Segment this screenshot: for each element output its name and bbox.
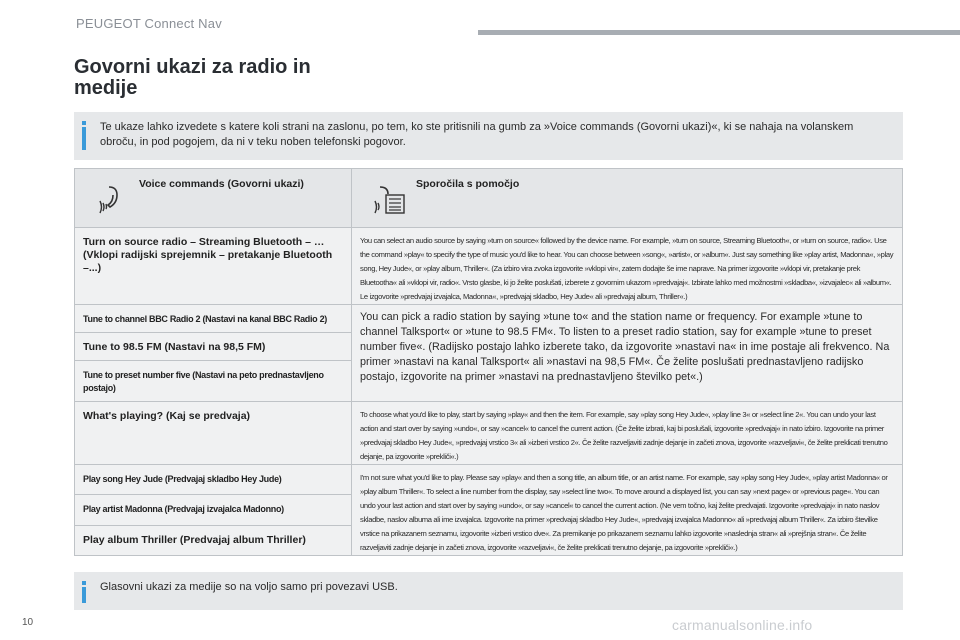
help-text: I'm not sure what you'd like to play. Please say »play« and then a song title, an album title, or an artist name. For example, say »play song Hey Jude«, »play artist Madonna« or »play album Thriller«. To select a line number from the display, say »select line two«. To move around a displayed list, you can say »next page« or »previous page«. You can undo your last action and start over by saying »undo«, or say »cancel« to cancel the current action. (Ne vem točno, kaj želite predvajati. Izgovorite »predvajaj« in nato naslov skladbe, naslov albuma ali ime izvajalca. Izgovorite na primer »predvajaj skladbo Hey Jude«, »predvajaj izvajalca Madonno« ali »predvajaj album Thriller«. Za izbiro številke vrstice na prikazanem seznamu, izgovorite »izberi vrstico dve«. Za premikanje po prikazanem seznamu lahko izgovorite »naslednja stran« ali »prejšnja stran«. Če želite razveljaviti zadnje dejanje in začeti znova, izgovorite »razveljavi«, če želite preklicati trenutno dejanje, pa izgovorite »prekliči«.): [360, 473, 888, 552]
header-title: PEUGEOT Connect Nav: [76, 16, 222, 31]
footer-note-text: Glasovni ukazi za medije so na voljo samo pri povezavi USB.: [100, 581, 398, 593]
command-label: Play song Hey Jude (Predvajaj skladbo Hey Jude): [83, 474, 282, 484]
info-icon-bar: [82, 127, 86, 150]
command-label: Turn on source radio – Streaming Bluetooth – … (Vklopi radijski sprejemnik – pretakanje Bluetooth –...): [83, 236, 333, 274]
info-icon-dot: [82, 121, 86, 125]
intro-note-text: Te ukaze lahko izvedete s katere koli strani na zaslonu, po tem, ko ste pritisnili na gumb za »Voice commands (Govorni ukazi)«, ki se nahaja na volanskem obroču, in pod pogojem, da ni v teku noben telefonski pogovor.: [100, 121, 854, 148]
intro-note-box: [74, 112, 903, 160]
table-row: [75, 305, 903, 333]
command-label: What's playing? (Kaj se predvaja): [83, 410, 251, 422]
help-message-icon: [372, 181, 406, 215]
help-text: You can select an audio source by saying »turn on source« followed by the device name. For example, »turn on source, Streaming Bluetooth«, or »turn on source, radio«. Use the command »play« to specify the type of music you'd like to hear. You can choose between »song«, »artist«, or »album«. Just say something like »play artist, Madonna«, »play song, Hey Jude«, or »play album, Thriller«. (Za izbiro vira zvoka izgovorite »vklopi vir«, zatem dodajte še ime naprave. Na primer izgovorite »vklopi vir, pretakanje prek Bluetootha« ali »vklopi vir, radio«. Vrsto glasbe, ki jo želite poslušati, izberete z govornim ukazom »predvajaj«. Izbirate lahko med možnostmi »skladba«, »izvajalec« ali »album«. Le izgovorite »predvajaj izvajalca, Madonna«, »predvajaj skladbo, Hey Jude« ali »predvajaj album, Thriller«.): [360, 236, 894, 301]
table-row: [75, 402, 903, 465]
help-text: To choose what you'd like to play, start by saying »play« and then the item. For example, say »play song Hey Jude«, »play line 3« or »select line 2«. You can undo your last action and start over by saying »undo«, or say »cancel« to cancel the current action. (Če želite izbrati, kaj bi poslušali, izgovorite »predvajaj« in nato izbiro. Izgovorite na primer »predvajaj skladbo Hey Jude«, »predvajaj vrstico 3« ali »izberi vrstico 2«. Če želite razveljaviti zadnje dejanje in začeti znova, izgovorite »razveljavi«, če želite preklicati trenutno dejanje, pa izgovorite »prekliči«.): [360, 410, 888, 461]
command-label: Tune to channel BBC Radio 2 (Nastavi na kanal BBC Radio 2): [83, 314, 327, 324]
command-cell: [75, 402, 352, 465]
header-cell-commands: [75, 169, 352, 228]
command-cell: [75, 495, 352, 525]
header-commands-label: Voice commands (Govorni ukazi): [139, 178, 304, 190]
help-cell: [352, 465, 903, 556]
command-label: Play album Thriller (Predvajaj album Thriller): [83, 533, 306, 546]
table-header-row: [75, 169, 903, 228]
header-bar: [478, 30, 960, 35]
help-cell: [352, 228, 903, 305]
command-cell: [75, 361, 352, 402]
page-title: Govorni ukazi za radio in medije: [74, 56, 311, 99]
command-cell: [75, 305, 352, 333]
table-row: [75, 228, 903, 305]
command-label: Tune to preset number five (Nastavi na peto prednastavljeno postajo): [83, 370, 324, 393]
footer-note-box: [74, 572, 903, 610]
command-cell: [75, 525, 352, 555]
header-help-label: Sporočila s pomočjo: [416, 178, 520, 190]
info-icon-bar: [82, 587, 86, 603]
command-label: Tune to 98.5 FM (Nastavi na 98,5 FM): [83, 341, 266, 353]
help-cell: [352, 305, 903, 402]
command-cell: [75, 333, 352, 361]
page-number: 10: [22, 617, 34, 628]
help-cell: [352, 402, 903, 465]
watermark: carmanualsonline.info: [672, 617, 813, 633]
table-row: [75, 465, 903, 495]
command-label: Play artist Madonna (Predvajaj izvajalca Madonno): [83, 504, 284, 515]
header-cell-help: [352, 169, 903, 228]
help-text: You can pick a radio station by saying »tune to« and the station name or frequency. For example »tune to channel Talksport« or »tune to 98.5 FM«. To listen to a preset radio station, say for example »tune to preset number five«. (Radijsko postajo lahko izberete tako, da izgovorite »nastavi na« in ime postaje ali frekvenco. Na primer »nastavi na kanal Talksport« ali »nastavi na 98,5 FM«. Če želite poslušati prednastavljeno radijsko postajo, izgovorite na primer »nastavi na prednastavljeno številko pet«.): [360, 311, 890, 383]
voice-command-icon: [95, 181, 129, 215]
command-cell: [75, 228, 352, 305]
info-icon-dot: [82, 581, 86, 585]
command-cell: [75, 465, 352, 495]
voice-commands-table: [74, 168, 903, 556]
